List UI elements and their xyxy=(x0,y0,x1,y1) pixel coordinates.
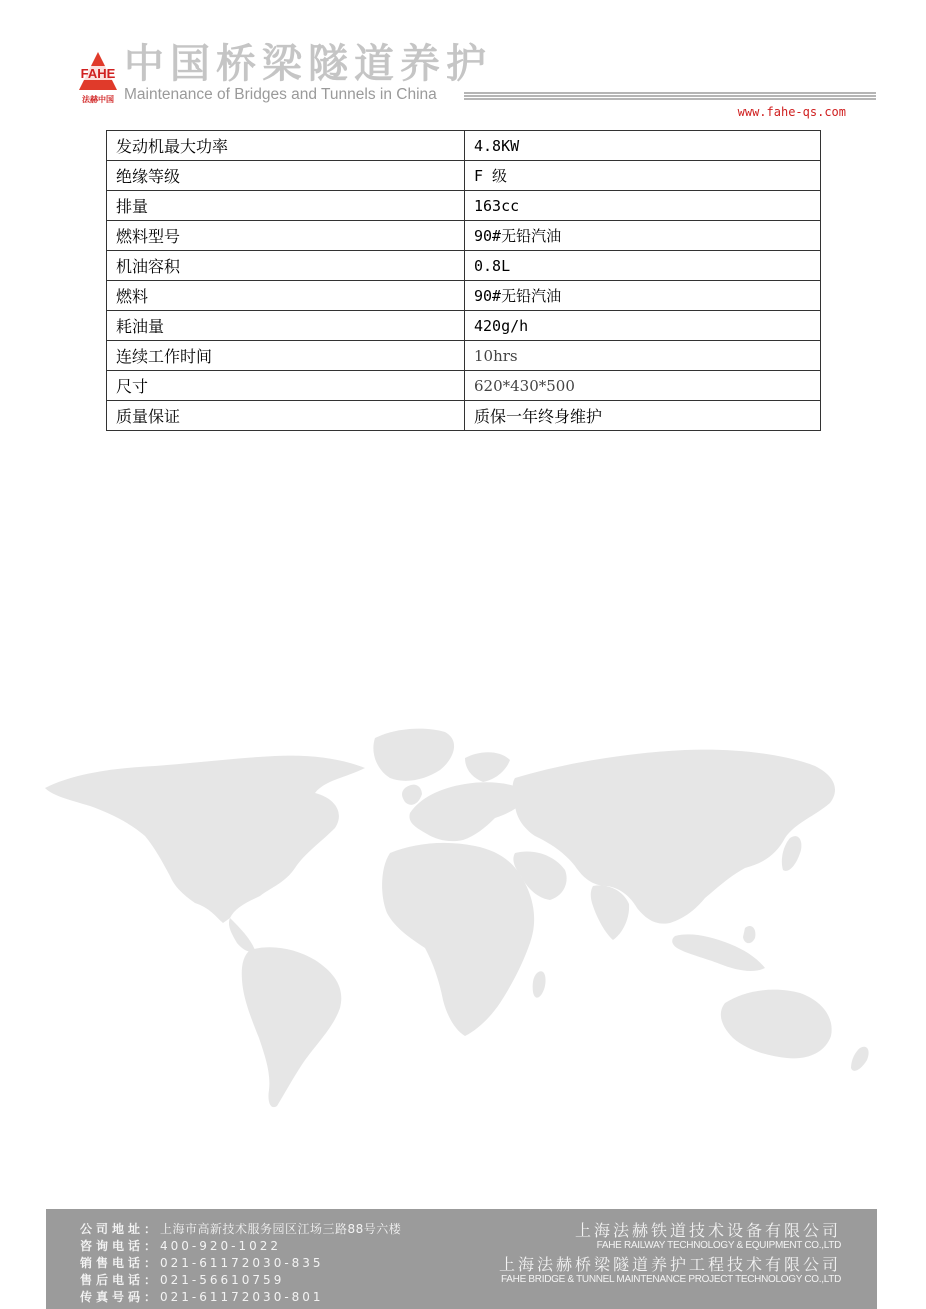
spec-label: 机油容积 xyxy=(107,251,465,281)
spec-label: 耗油量 xyxy=(107,311,465,341)
spec-value: 4.8KW xyxy=(465,131,821,161)
table-row xyxy=(107,161,821,191)
company2-name-en: FAHE BRIDGE & TUNNEL MAINTENANCE PROJECT TECHNOLOGY CO.,LTD xyxy=(501,1274,841,1285)
page-footer xyxy=(46,1209,877,1309)
table-row xyxy=(107,281,821,311)
spec-label: 燃料型号 xyxy=(107,221,465,251)
contact-info xyxy=(80,1221,401,1306)
world-map-watermark xyxy=(45,718,885,1118)
table-row xyxy=(107,131,821,161)
website-url[interactable]: www.fahe-qs.com xyxy=(737,105,846,119)
brand-title-cn: 中国桥梁隧道养护 xyxy=(124,41,492,87)
contact-aftersales-phone: 售后电话：021-56610759 xyxy=(80,1273,285,1287)
company-names xyxy=(499,1221,841,1289)
contact-sales-phone: 销售电话：021-61172030-835 xyxy=(80,1256,324,1270)
spec-label: 发动机最大功率 xyxy=(107,131,465,161)
svg-text:FAHE: FAHE xyxy=(80,66,116,81)
spec-value: 163cc xyxy=(465,191,821,221)
spec-label: 尺寸 xyxy=(107,371,465,401)
spec-label: 连续工作时间 xyxy=(107,341,465,371)
svg-text:法赫中国: 法赫中国 xyxy=(82,95,114,104)
spec-label: 排量 xyxy=(107,191,465,221)
spec-value: 90#无铅汽油 xyxy=(465,281,821,311)
spec-table xyxy=(106,130,821,431)
contact-fax: 传真号码：021-61172030-801 xyxy=(80,1290,324,1304)
spec-label: 绝缘等级 xyxy=(107,161,465,191)
page-header xyxy=(0,0,926,125)
contact-consult-phone: 咨询电话：400-920-1022 xyxy=(80,1239,282,1253)
table-row xyxy=(107,191,821,221)
spec-value: 620*430*500 xyxy=(465,371,821,401)
table-row xyxy=(107,311,821,341)
fahe-logo-icon xyxy=(77,44,119,106)
spec-label: 燃料 xyxy=(107,281,465,311)
header-divider xyxy=(464,92,876,101)
table-row xyxy=(107,221,821,251)
spec-value: 90#无铅汽油 xyxy=(465,221,821,251)
spec-value: F 级 xyxy=(465,161,821,191)
table-row xyxy=(107,371,821,401)
spec-label: 质量保证 xyxy=(107,401,465,431)
table-row xyxy=(107,341,821,371)
spec-value: 420g/h xyxy=(465,311,821,341)
contact-address: 公司地址：上海市高新技术服务园区江场三路88号六楼 xyxy=(80,1222,402,1236)
brand-title-en: Maintenance of Bridges and Tunnels in China xyxy=(124,86,437,103)
company1-name-cn: 上海法赫铁道技术设备有限公司 xyxy=(574,1221,841,1240)
spec-value: 质保一年终身维护 xyxy=(465,401,821,431)
spec-value: 10hrs xyxy=(465,341,821,371)
table-row xyxy=(107,251,821,281)
company1-name-en: FAHE RAILWAY TECHNOLOGY & EQUIPMENT CO.,LTD xyxy=(596,1240,841,1251)
company2-name-cn: 上海法赫桥梁隧道养护工程技术有限公司 xyxy=(498,1255,841,1274)
table-row xyxy=(107,401,821,431)
spec-value: 0.8L xyxy=(465,251,821,281)
